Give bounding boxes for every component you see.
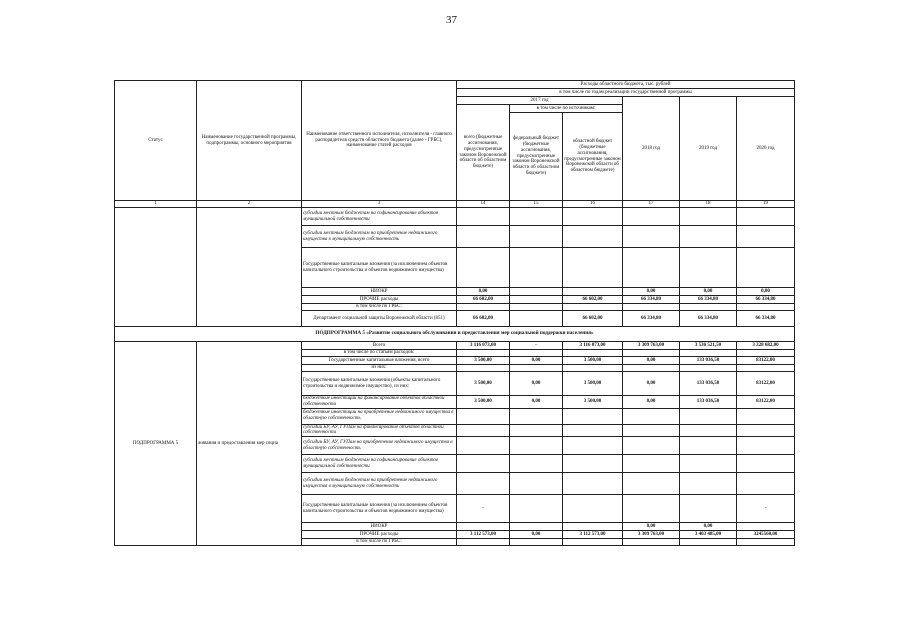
top-section xyxy=(115,208,795,327)
row-value xyxy=(680,304,737,311)
row-value xyxy=(510,473,563,495)
row-label: в том числе по ГРБС: xyxy=(302,539,457,546)
row-value: - xyxy=(737,495,795,523)
header-program-name: Наименование государственной программы, подпрограммы, основного мероприятия xyxy=(197,81,302,201)
row-value xyxy=(680,424,737,437)
row-value xyxy=(510,495,563,523)
row-value xyxy=(563,473,623,495)
row-value: 3 403 485,00 xyxy=(680,531,737,539)
row-value: 3 309 763,00 xyxy=(623,342,680,350)
row-label: субсидии местным бюджетам на приобретение недвижимого имущества в муниципальную собственность xyxy=(302,226,457,248)
row-value xyxy=(563,365,623,372)
row-value xyxy=(457,208,510,226)
row-label: субсидии местным бюджетам на приобретение недвижимого имущества в муниципальную собственность xyxy=(302,473,457,495)
row-value: 66 334,80 xyxy=(623,296,680,304)
row-value xyxy=(510,539,563,546)
row-value xyxy=(510,304,563,311)
subprogram-title: ПОДПРОГРАММА 5 «Развитие социального обслуживания и предоставления мер социальной поддержки населения» xyxy=(115,327,795,342)
header-total: всего (бюджетные ассигнования, предусмотренные законом Воронежской области об областном бюджете) xyxy=(457,105,510,201)
row-value xyxy=(563,523,623,531)
row-value xyxy=(737,455,795,473)
row-value: 0,00 xyxy=(510,531,563,539)
row-value: 3 112 573,00 xyxy=(457,531,510,539)
row-value xyxy=(680,248,737,288)
row-value xyxy=(457,455,510,473)
row-label: НИОКР xyxy=(302,288,457,296)
row-value: 0,00 xyxy=(623,357,680,365)
row-value: 66 334,80 xyxy=(737,311,795,327)
row-value xyxy=(623,424,680,437)
header-federal: федеральный бюджет (бюджетные ассигнования, предусмотренные законом Воронежской области об областном бюджете) xyxy=(510,113,563,201)
row-value xyxy=(623,365,680,372)
row-value xyxy=(457,365,510,372)
row-label: в том числе по ГРБС: xyxy=(302,304,457,311)
row-value xyxy=(623,437,680,455)
row-label: в том числе по статьям расходов: xyxy=(302,350,457,357)
row-value xyxy=(623,248,680,288)
row-value xyxy=(457,473,510,495)
row-value xyxy=(680,226,737,248)
row-value: 66 334,80 xyxy=(737,296,795,304)
row-value xyxy=(563,424,623,437)
row-value xyxy=(457,226,510,248)
row-value xyxy=(510,208,563,226)
row-value xyxy=(737,304,795,311)
row-value: 0,00 xyxy=(680,288,737,296)
column-number: 17 xyxy=(623,201,680,208)
row-value xyxy=(737,208,795,226)
row-value xyxy=(563,226,623,248)
row-value: 66 334,80 xyxy=(680,311,737,327)
row-value: 3 500,00 xyxy=(563,357,623,365)
row-value: 66 334,80 xyxy=(623,311,680,327)
row-label: Всего xyxy=(302,342,457,350)
row-value: 133 036,50 xyxy=(680,357,737,365)
row-value: 3 500,00 xyxy=(457,357,510,365)
column-number: 15 xyxy=(510,201,563,208)
row-value: 66 602,00 xyxy=(563,296,623,304)
header-incl-sources: в том числе по источникам: xyxy=(510,105,623,113)
row-value: 3245560,00 xyxy=(737,531,795,539)
table-row xyxy=(115,208,795,226)
row-value xyxy=(623,408,680,424)
row-value xyxy=(623,539,680,546)
row-value xyxy=(563,288,623,296)
row-value: - xyxy=(457,495,510,523)
column-number: 2 xyxy=(197,201,302,208)
row-value xyxy=(680,495,737,523)
row-value xyxy=(510,296,563,304)
row-value xyxy=(563,455,623,473)
column-number: 18 xyxy=(680,201,737,208)
row-value xyxy=(737,226,795,248)
row-label: ПРОЧИЕ расходы xyxy=(302,531,457,539)
row-value xyxy=(457,248,510,288)
row-value xyxy=(680,208,737,226)
row-value: 66 602,00 xyxy=(563,311,623,327)
row-value xyxy=(737,523,795,531)
subprogram-status: ПОДПРОГРАММА 5 xyxy=(115,342,197,546)
row-value: 66 602,00 xyxy=(457,311,510,327)
subprogram-name: живания и предоставления мер социа xyxy=(197,342,302,546)
row-value: 83122,00 xyxy=(737,357,795,365)
row-value: 0,00 xyxy=(510,357,563,365)
table-row xyxy=(115,342,795,350)
row-value: 83122,00 xyxy=(737,372,795,396)
row-label: Государственные капитальные вложения (за исключением объектов капитального строительства и объектов недвижимого имущества) xyxy=(302,495,457,523)
row-value xyxy=(510,311,563,327)
row-value xyxy=(623,304,680,311)
row-value: 0,00 xyxy=(737,288,795,296)
row-value: 3 500,00 xyxy=(563,372,623,396)
row-value: 3 309 763,00 xyxy=(623,531,680,539)
row-value xyxy=(457,523,510,531)
row-value xyxy=(457,437,510,455)
row-value xyxy=(510,226,563,248)
row-value: 0,00 xyxy=(510,372,563,396)
row-value xyxy=(737,248,795,288)
row-value xyxy=(680,350,737,357)
column-number: 1 xyxy=(115,201,197,208)
row-value xyxy=(737,408,795,424)
row-value: 0,00 xyxy=(510,396,563,409)
row-value: - xyxy=(510,342,563,350)
row-value: 0,00 xyxy=(623,523,680,531)
row-value xyxy=(680,473,737,495)
row-label: Департамент социальной защиты Воронежской области (851) xyxy=(302,311,457,327)
row-value: 133 036,50 xyxy=(680,396,737,409)
row-label: бюджетные инвестиции на финансирование объектов областной собственности xyxy=(302,396,457,409)
row-label: бюджетные инвестиции на приобретение недвижимого имущества в областную собственность xyxy=(302,408,457,424)
row-value: 3 116 073,00 xyxy=(457,342,510,350)
row-value xyxy=(563,350,623,357)
column-number: 19 xyxy=(737,201,795,208)
row-value xyxy=(457,408,510,424)
header-by-years: в том числе по годам реализации государственной программы xyxy=(457,89,795,97)
row-value xyxy=(563,495,623,523)
column-number: 14 xyxy=(457,201,510,208)
column-number: 16 xyxy=(563,201,623,208)
row-label: НИОКР xyxy=(302,523,457,531)
row-value xyxy=(510,408,563,424)
row-label: субсидии местным бюджетам на софинансирование объектов муниципальной собственности xyxy=(302,208,457,226)
row-value xyxy=(680,437,737,455)
row-value xyxy=(737,539,795,546)
row-value xyxy=(510,350,563,357)
row-value xyxy=(510,424,563,437)
row-value xyxy=(680,365,737,372)
row-value xyxy=(563,208,623,226)
row-value: 3 112 573,00 xyxy=(563,531,623,539)
row-value: 0,00 xyxy=(680,523,737,531)
header-year-2017: 2017 год xyxy=(457,97,623,105)
row-value: 83122,00 xyxy=(737,396,795,409)
status-cell-empty xyxy=(115,208,197,327)
row-value xyxy=(510,437,563,455)
row-value: 3 536 521,50 xyxy=(680,342,737,350)
header-expenses-title: Расходы областного бюджета, тыс. рублей xyxy=(457,81,795,89)
row-value xyxy=(510,288,563,296)
row-label: Государственные капитальные вложения, всего xyxy=(302,357,457,365)
row-value xyxy=(623,473,680,495)
row-value xyxy=(680,408,737,424)
row-label: ПРОЧИЕ расходы xyxy=(302,296,457,304)
page-number: 37 xyxy=(446,14,457,26)
row-value: 0,00 xyxy=(457,288,510,296)
row-value xyxy=(563,539,623,546)
row-value: 66 334,80 xyxy=(680,296,737,304)
row-value xyxy=(623,455,680,473)
row-value xyxy=(623,208,680,226)
row-value xyxy=(737,365,795,372)
row-value: 66 602,00 xyxy=(457,296,510,304)
row-value xyxy=(737,437,795,455)
row-value xyxy=(510,455,563,473)
row-label: Государственные капитальные вложения (за исключением объектов капитального строительства и объектов недвижимого имущества) xyxy=(302,248,457,288)
row-label: Государственные капитальные вложения (объекты капитального строительства и недвижимое имущество), из них: xyxy=(302,372,457,396)
header-2019: 2019 год xyxy=(680,97,737,201)
budget-table xyxy=(114,80,795,546)
row-value xyxy=(510,248,563,288)
header-status: Статус xyxy=(115,81,197,201)
row-value xyxy=(737,350,795,357)
row-value: 3 116 073,00 xyxy=(563,342,623,350)
row-value xyxy=(457,539,510,546)
header-2018: 2018 год xyxy=(623,97,680,201)
row-value xyxy=(510,365,563,372)
row-value: 3 500,00 xyxy=(457,396,510,409)
name-cell-empty xyxy=(197,208,302,327)
row-value xyxy=(457,350,510,357)
row-value xyxy=(680,455,737,473)
row-value xyxy=(457,424,510,437)
row-value: 0,00 xyxy=(623,396,680,409)
row-value: 0,00 xyxy=(623,372,680,396)
row-value xyxy=(680,539,737,546)
row-value: 3 328 682,00 xyxy=(737,342,795,350)
row-value xyxy=(563,248,623,288)
row-value xyxy=(623,495,680,523)
row-value xyxy=(623,350,680,357)
column-number: 3 xyxy=(302,201,457,208)
row-value xyxy=(563,304,623,311)
row-value: 3 500,00 xyxy=(563,396,623,409)
row-value xyxy=(563,408,623,424)
row-value: 3 500,00 xyxy=(457,372,510,396)
header-executor: Наименование ответственного исполнителя, исполнителя - главного распорядителя средств областного бюджета (далее - ГРБС), наименование статей расходов xyxy=(302,81,457,201)
header-regional: областной бюджет (бюджетные ассигнования, предусмотренные законом Воронежской области об областном бюджете) xyxy=(563,113,623,201)
subprogram-section xyxy=(115,342,795,546)
row-value: 0,00 xyxy=(623,288,680,296)
row-value xyxy=(510,523,563,531)
row-label: из них: xyxy=(302,365,457,372)
row-value: 133 036,50 xyxy=(680,372,737,396)
row-label: субсидии БУ, АУ, ГУПам на приобретение недвижимого имущества в областную собственность xyxy=(302,437,457,455)
row-label: субсидии местным бюджетам на софинансирование объектов муниципальной собственности xyxy=(302,455,457,473)
row-value xyxy=(563,437,623,455)
row-value xyxy=(623,226,680,248)
header-2020: 2020 год xyxy=(737,97,795,201)
row-value xyxy=(737,424,795,437)
row-value xyxy=(737,473,795,495)
row-label: субсидии БУ, АУ, ГУПам на финансирование объектов областной собственности xyxy=(302,424,457,437)
row-value xyxy=(457,304,510,311)
column-numbers-row xyxy=(115,201,795,208)
